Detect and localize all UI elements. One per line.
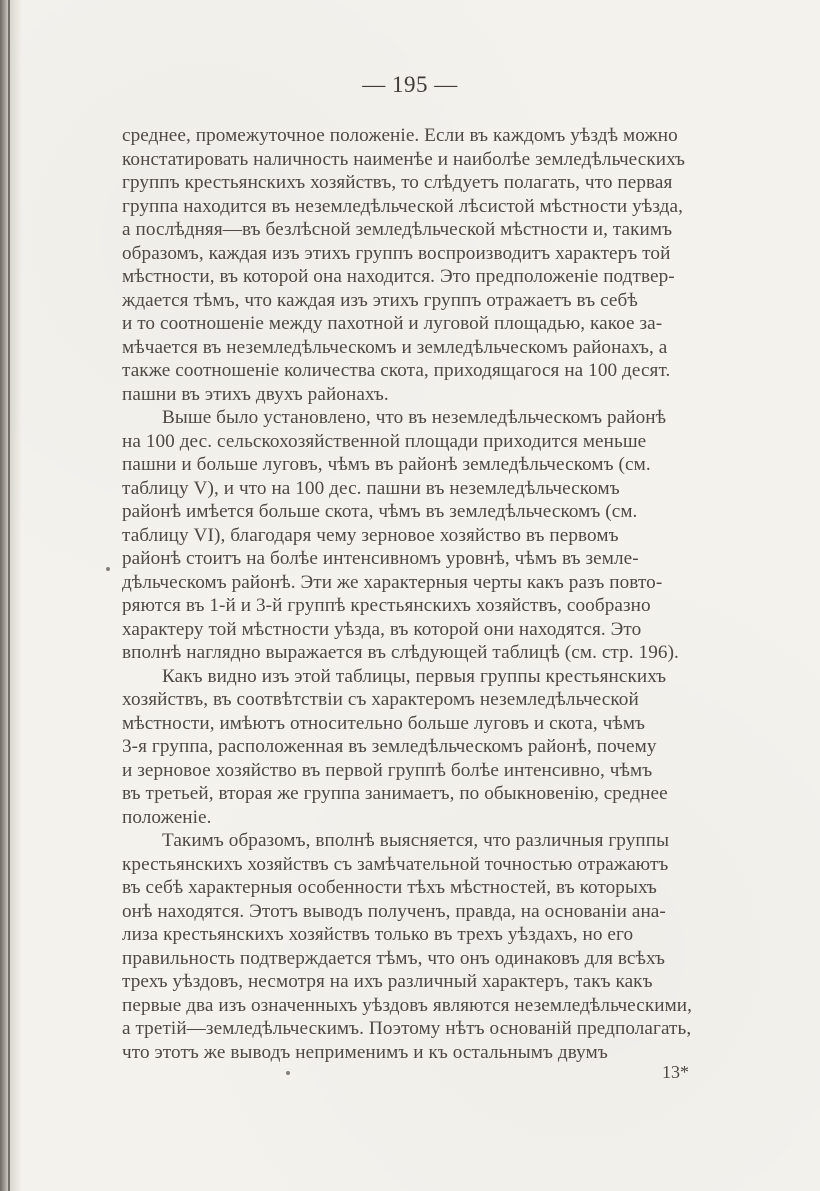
text-line: мѣстности, въ которой она находится. Это предположеніе подтвер-: [122, 266, 675, 287]
scan-speck: [106, 567, 110, 571]
text-line: и то соотношеніе между пахотной и луговой площадью, какое за-: [122, 313, 663, 334]
text-line: районѣ стоитъ на болѣе интенсивномъ уровнѣ, чѣмъ въ земле-: [122, 548, 639, 569]
text-line: среднее, промежуточное положеніе. Если въ каждомъ уѣздѣ можно: [122, 125, 678, 146]
text-line: крестьянскихъ хозяйствъ съ замѣчательной точностью отражаютъ: [122, 853, 669, 875]
text-line: трехъ уѣздовъ, несмотря на ихъ различный характеръ, такъ какъ: [122, 971, 653, 992]
text-line: въ третьей, вторая же группа занимаетъ, по обыкновенію, среднее: [122, 783, 668, 804]
paragraph-start-line: Какъ видно изъ этой таблицы, первыя группы крестьянскихъ: [162, 665, 667, 687]
page-number: — 195 —: [362, 72, 458, 97]
text-line: вполнѣ наглядно выражается въ слѣдующей таблицѣ (см. стр. 196).: [122, 642, 679, 663]
text-line: онѣ находятся. Этотъ выводъ полученъ, правда, на основаніи ана-: [122, 900, 666, 922]
text-line: районѣ имѣется больше скота, чѣмъ въ земледѣльческомъ (см.: [122, 501, 638, 522]
text-line: таблицу VI), благодаря чему зерновое хозяйство въ первомъ: [122, 524, 619, 546]
text-line: ждается тѣмъ, что каждая изъ этихъ группъ отражаетъ въ себѣ: [122, 289, 638, 311]
paragraph-start-line: Такимъ образомъ, вполнѣ выясняется, что различныя группы: [162, 830, 670, 851]
text-line: правильность подтверждается тѣмъ, что онъ одинаковъ для всѣхъ: [122, 947, 665, 969]
text-line: и зерновое хозяйство въ первой группѣ болѣе интенсивно, чѣмъ: [122, 759, 653, 781]
scan-speck: [286, 1071, 290, 1075]
text-line: образомъ, каждая изъ этихъ группъ воспроизводитъ характеръ той: [122, 242, 671, 264]
text-line: группа находится въ неземледѣльческой лѣсистой мѣстности уѣзда,: [122, 195, 683, 217]
text-line: хозяйствъ, въ соотвѣтствіи съ характеромъ неземледѣльческой: [122, 689, 639, 710]
text-line: пашни и больше луговъ, чѣмъ въ районѣ земледѣльческомъ (см.: [122, 454, 651, 475]
text-line: группъ крестьянскихъ хозяйствъ, то слѣдуетъ полагать, что первая: [122, 172, 673, 193]
text-line: дѣльческомъ районѣ. Эти же характерныя черты какъ разъ повто-: [122, 571, 663, 593]
text-line: ряются въ 1-й и 3-й группѣ крестьянскихъ хозяйствъ, сообразно: [122, 595, 651, 616]
text-line: а послѣдняя—въ безлѣсной земледѣльческой мѣстности и, такимъ: [122, 219, 673, 240]
binding-edge: [0, 0, 22, 1191]
text-line: 3-я группа, расположенная въ земледѣльческомъ районѣ, почему: [122, 736, 657, 757]
text-line: характеру той мѣстности уѣзда, въ которой они находятся. Это: [122, 618, 642, 640]
printer-signature: 13*: [662, 1062, 689, 1082]
paragraph-start-line: Выше было установлено, что въ неземледѣльческомъ районѣ: [162, 407, 667, 428]
text-line: а третій—земледѣльческимъ. Поэтому нѣтъ основаній предполагать,: [122, 1018, 692, 1039]
text-line: что этотъ же выводъ неприменимъ и къ остальнымъ двумъ: [122, 1041, 608, 1063]
text-line: констатировать наличность наименѣе и наиболѣе земледѣльческихъ: [122, 148, 686, 170]
text-line: таблицу V), и что на 100 дес. пашни въ неземледѣльческомъ: [122, 477, 620, 499]
main-text-block: [122, 124, 735, 1064]
text-line: на 100 дес. сельскохозяйственной площади приходится меньше: [122, 430, 647, 452]
text-line: первые два изъ означенныхъ уѣздовъ являются неземледѣльческими,: [122, 994, 693, 1016]
binding-shadow-line: [8, 0, 10, 1191]
text-line: мѣстности, имѣютъ относительно больше луговъ и скота, чѣмъ: [122, 712, 646, 734]
text-line: въ себѣ характерныя особенности тѣхъ мѣстностей, въ которыхъ: [122, 877, 657, 898]
text-line: пашни въ этихъ двухъ районахъ.: [122, 383, 389, 405]
text-line: лиза крестьянскихъ хозяйствъ только въ трехъ уѣздахъ, но его: [122, 924, 634, 945]
text-line: также соотношеніе количества скота, приходящагося на 100 десят.: [122, 360, 671, 381]
text-line: мѣчается въ неземледѣльческомъ и земледѣльческомъ районахъ, а: [122, 336, 668, 358]
text-line: положеніе.: [122, 806, 212, 828]
